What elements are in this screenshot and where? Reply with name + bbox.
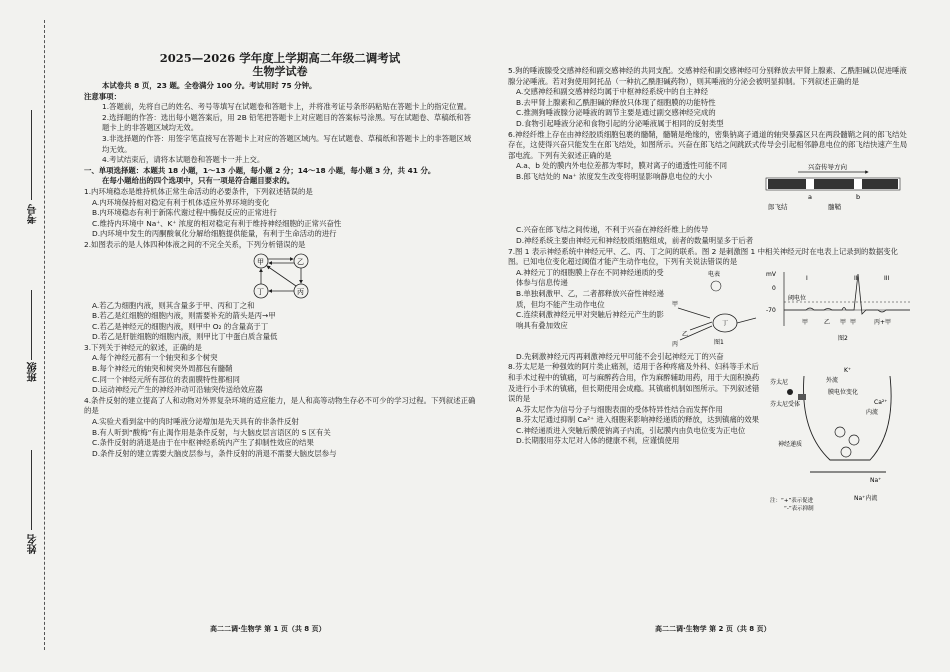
exam-title: 2025—2026 学年度上学期高二年级二调考试 — [159, 51, 401, 65]
q3-option-c: C.同一个神经元所有部位的表面膜特性都相同 — [92, 374, 240, 384]
q3-option-b: B.每个神经元的轴突和树突外周都包有髓鞘 — [92, 364, 233, 374]
q6-sheath-label: 髓鞘 — [828, 203, 841, 212]
q5-option-a: A.交感神经和副交感神经均属于中枢神经系统中的自主神经 — [516, 87, 709, 97]
page-2-footer: 高二二调·生物学 第 2 页（共 8 页） — [655, 625, 771, 633]
q8-receptor-label: 芬太尼受体 — [770, 401, 801, 409]
q5-option-b: B.去甲肾上腺素和乙酰胆碱的释放只体现了细胞膜的功能特性 — [516, 97, 716, 107]
section-1-subheading: 在每小题给出的四个选项中，只有一项是符合题目要求的。 — [102, 176, 295, 186]
notice-2: 2.选择题的作答：选出每小题答案后，用 2B 铅笔把答题卡上对应题目的答案标号涂黑。写在试题卷、草稿纸和答题卡上的非答题区域均无效。 — [102, 112, 471, 133]
fig2-unit: mV — [766, 270, 776, 278]
q1-option-d: D.内环境中发生的丙酮酸氧化分解给细胞提供能量，有利于生命活动的进行 — [92, 229, 337, 239]
q8-option-d: D.长期服用芬太尼对人体的健康不利，应谨慎使用 — [516, 436, 680, 446]
myelin-segment-3 — [862, 179, 898, 189]
myelin-segment-1 — [768, 179, 806, 189]
q6-options-block — [508, 161, 912, 225]
q8-stem: 8.芬太尼是一种强效的阿片类止痛剂，适用于各种疼痛及外科、妇科等手术后和手术过程中的镇痛，可与麻醉药合用，作为麻醉辅助用药，用于大面积换药及进行小手术的镇痛，但长期使用会成瘾。其镇痛机制如图所示。下列叙述错误的是 — [508, 362, 760, 404]
q7-figure-2-chart — [766, 268, 912, 348]
q8-option-c: C.神经递质进入突触后膜使钠离子内流，引起膜内由负电位变为正电位 — [516, 425, 746, 435]
fig1-yi: 乙 — [682, 330, 689, 338]
q6-stem: 6.神经纤维上存在由神经胶质细胞包裹的髓鞘，髓鞘是绝缘的，密集钠离子通道的轴突暴露区只在两段髓鞘之间的郎飞结处存在，这使得兴奋只能发生在郎飞结处，如图所示。兴奋在郎飞结之间跳跃式传导会引起相邻静息电位的郎飞结快速产生局部电流。下列有关叙述正确的是 — [508, 129, 908, 160]
fig1-bing: 丙 — [672, 340, 679, 348]
q8-option-b: B.芬太尼通过抑制 Ca²⁺ 进入细胞来影响神经递质的释放，达到镇痛的效果 — [516, 415, 760, 425]
exam-no-line — [31, 110, 32, 200]
fig2-x3: 甲 — [840, 318, 847, 326]
page-1-footer: 高二二调·生物学 第 1 页（共 8 页） — [210, 625, 326, 633]
q3-stem: 3.下列关于神经元的叙述，正确的是 — [84, 342, 202, 352]
q8-na-label: Na⁺ — [870, 477, 882, 485]
q4-option-a: A.实验犬看到盆中的肉时唾液分泌增加是先天具有的非条件反射 — [92, 417, 299, 427]
notice-4: 4.考试结束后，请将本试题卷和答题卡一并上交。 — [102, 155, 265, 165]
node-yi-label: 乙 — [297, 257, 304, 266]
q3-option-d: D.运动神经元产生的神经冲动可沿轴突传送给效应器 — [92, 385, 263, 395]
q6-option-c: C.兴奋在郎飞结之间传递，不利于兴奋在神经纤维上的传导 — [516, 225, 709, 235]
q1-stem: 1.内环境稳态是维持机体正常生命活动的必要条件，下列叙述错误的是 — [84, 186, 313, 196]
name-label: 姓名 — [28, 534, 39, 554]
q8-k-out-label: 外流 — [826, 377, 839, 385]
fig2-x1: 甲 — [802, 318, 809, 326]
q7-option-b: B.单独刺激甲、乙，二者都释放兴奋性神经递质，但均不能产生动作电位 — [516, 288, 664, 309]
page-2-column — [508, 66, 912, 558]
fentanyl-molecule-icon — [787, 389, 793, 395]
fig2-threshold: 阈电位 — [788, 294, 807, 302]
q2-option-d: D.若乙是肝脏细胞的细胞内液，则甲比丁中蛋白质含量低 — [92, 332, 278, 342]
q4-option-d: D.条件反射的建立需要大脑皮层参与，条件反射的消退不需要大脑皮层参与 — [92, 448, 337, 458]
intro-text: 本试卷共 8 页，23 题。全卷满分 100 分。考试用时 75 分钟。 — [102, 81, 317, 90]
binding-margin — [0, 0, 60, 672]
q6-point-a: a — [808, 193, 812, 202]
section-1-heading: 一、单项选择题：本题共 18 小题，1～13 小题，每小题 2 分；14～18 小题，每小题 3 分，共 41 分。 — [84, 165, 436, 175]
q8-text-area — [508, 362, 762, 447]
q7-figure-1 — [670, 268, 760, 348]
notice-title: 注意事项： — [84, 91, 121, 101]
q6-option-a: A.a、b 处的膜内外电位差都为零时，膜对离子的通透性可能不同 — [516, 161, 728, 171]
q1-option-a: A.内环境保持相对稳定有利于机体适应外界环境的变化 — [92, 197, 270, 207]
myelin-segment-2 — [814, 179, 854, 189]
q8-potential-label: 膜电位变化 — [828, 389, 859, 397]
q8-fentanyl-label: 芬太尼 — [770, 379, 789, 387]
q6-point-b: b — [856, 193, 861, 202]
fig2-mark-2: II — [854, 274, 858, 282]
fentanyl-receptor-icon — [798, 394, 806, 400]
vesicle-icon-2 — [849, 435, 859, 445]
q7-options-block — [508, 268, 912, 352]
q6-node-label: 郎飞结 — [768, 203, 788, 212]
q7-option-c: C.连续刺激神经元甲对突触后神经元产生的影响具有叠加效应 — [516, 310, 664, 330]
q8-block — [508, 362, 912, 558]
q6-option-b: B.郎飞结处的 Na⁺ 浓度发生改变将明显影响静息电位的大小 — [516, 171, 713, 181]
q5-option-c: C.推测狗唾液腺分泌唾液的调节主要是通过副交感神经完成的 — [516, 108, 716, 118]
vesicle-icon-1 — [835, 427, 845, 437]
fig2-potential-trace — [784, 274, 910, 314]
name-line — [31, 450, 32, 530]
fig1-jia: 甲 — [672, 300, 679, 308]
q2-figure-area — [84, 251, 476, 301]
q7-stem: 7.图 1 表示神经系统中神经元甲、乙、丙、丁之间的联系。图 2 是刺激图 1 中相关神经元时在电表上记录到的数据变化图。已知电位变化超过阈值才能产生动作电位，下列有关说法错误的是 — [508, 246, 899, 267]
fig2-label: 图2 — [838, 334, 848, 342]
fig2-x4: 甲 — [850, 318, 857, 326]
q2-stem: 2.如图表示的是人体四种体液之间的不完全关系，下列分析错误的是 — [84, 239, 306, 249]
exam-no-label: 考号 — [28, 204, 39, 224]
q3-option-a: A.每个神经元都有一个轴突和多个树突 — [92, 353, 218, 363]
fig2-x5: 丙+甲 — [874, 318, 892, 326]
q2-option-c: C.若乙是神经元的细胞内液，则甲中 O₂ 的含量高于丁 — [92, 321, 269, 331]
q2-body-fluid-diagram — [84, 251, 476, 301]
q8-note-1: 注：“+”表示促进 — [770, 498, 814, 505]
q6-arrow-label: 兴奋传导方向 — [808, 163, 847, 172]
q8-ca-label: Ca²⁺ — [874, 399, 888, 407]
fig2-mark-1: I — [806, 274, 808, 282]
q4-option-b: B.有人听到“酸梅”有止渴作用是条件反射，与大脑皮层言语区的 S 区有关 — [92, 427, 331, 437]
class-label: 班级 — [28, 362, 39, 382]
meter-icon — [711, 281, 721, 291]
node-jia-label: 甲 — [257, 257, 264, 266]
q1-option-c: C.维持内环境中 Na⁺、K⁺ 浓度的相对稳定有利于维持神经细胞的正常兴奋性 — [92, 218, 342, 228]
class-line — [31, 290, 32, 360]
node-bing-label: 丙 — [297, 287, 304, 296]
q4-stem: 4.条件反射的建立提高了人和动物对外界复杂环境的适应能力，是人和高等动物生存必不可少的学习过程。下列叙述正确的是 — [84, 395, 476, 416]
notice-3: 3.非选择题的作答：用签字笔直接写在答题卡上对应的答题区域内。写在试题卷、草稿纸和答题卡上的非答题区域均无效。 — [102, 133, 472, 154]
fig2-x2: 乙 — [824, 318, 831, 326]
q8-ca-in-label: 内流 — [866, 409, 879, 417]
q8-fentanyl-mechanism-figure — [770, 362, 912, 512]
q8-na-in-label: Na⁺内流 — [854, 495, 878, 503]
fig2-y0: 0 — [772, 284, 776, 292]
q8-k-label: K⁺ — [844, 367, 852, 375]
q2-option-a: A.若乙为细胞内液，则其含量多于甲、丙和丁之和 — [92, 300, 255, 310]
q8-option-a: A.芬太尼作为信号分子与细胞表面的受体特异性结合而发挥作用 — [516, 404, 723, 414]
q6-nerve-fiber-figure — [758, 161, 908, 213]
q5-option-d: D.食物引起唾液分泌和食物引起的分泌唾液属于相同的反射类型 — [516, 118, 724, 128]
node-ding-label: 丁 — [257, 287, 264, 296]
binding-dashed-line — [44, 20, 45, 650]
fig1-label: 图1 — [714, 338, 724, 346]
q8-vesicle-label: 神经递质 — [778, 441, 803, 449]
page-1-column — [84, 52, 476, 459]
q7-option-d: D.先刺激神经元丙再刺激神经元甲可能不会引起神经元丁的兴奋 — [516, 351, 724, 361]
q5-stem: 5.狗的唾液腺受交感神经和副交感神经的共同支配。交感神经和副交感神经可分别释放去甲肾上腺素、乙酰胆碱以促进唾液腺分泌唾液。若对狗使用阿托品（一种抗乙酰胆碱药物），则其唾液的分泌会被明显抑制。下列叙述正确的是 — [508, 66, 907, 86]
notice-1: 1.答题前，先将自己的姓名、考号等填写在试题卷和答题卡上，并将准考证号条形码粘贴在答题卡上的指定位置。 — [102, 102, 472, 112]
q8-note-2: “-”表示抑制 — [784, 506, 814, 513]
fig2-mark-3: III — [884, 274, 890, 282]
subject-title: 生物学试卷 — [252, 65, 308, 78]
q6-option-d: D.神经系统主要由神经元和神经胶质细胞组成，前者的数量明显多于后者 — [516, 235, 754, 245]
fig2-y70: -70 — [766, 306, 776, 314]
q7-meter-label: 电表 — [708, 270, 721, 278]
q2-option-b: B.若乙是红细胞的细胞内液，则需要补充的箭头是丙→甲 — [92, 311, 276, 321]
vesicle-icon-3 — [841, 447, 851, 457]
fig1-ding: 丁 — [722, 319, 729, 327]
q7-option-a: A.神经元丁的细胞膜上存在不同神经递质的受体参与信息传递 — [516, 267, 664, 288]
q4-option-c: C.条件反射的消退是由于在中枢神经系统内产生了抑制性效应的结果 — [92, 438, 314, 448]
q1-option-b: B.内环境稳态有利于新陈代谢过程中酶促反应的正常进行 — [92, 208, 277, 218]
